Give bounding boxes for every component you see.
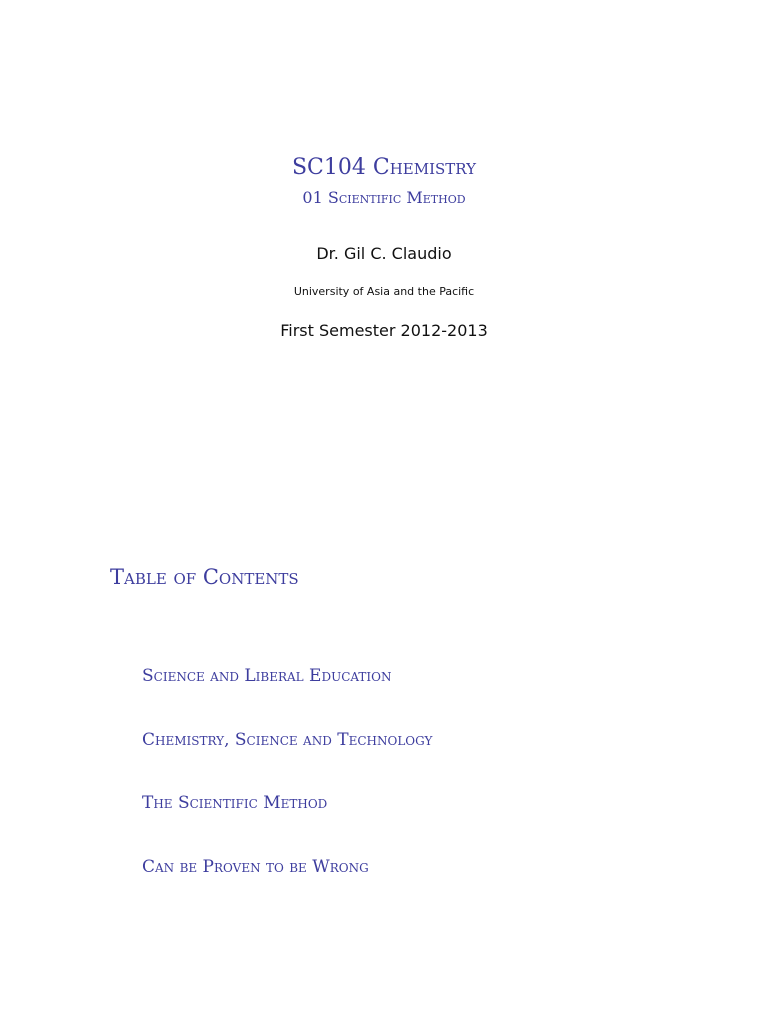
presentation-subtitle: 01 Scientific Method [302, 188, 466, 207]
institute-name: University of Asia and the Pacific [293, 285, 475, 298]
toc-item-chemistry-science-technology[interactable]: Chemistry, Science and Technology [142, 729, 433, 750]
toc-item-scientific-method[interactable]: The Scientific Method [142, 793, 328, 813]
toc-list [142, 661, 432, 915]
presentation-date: First Semester 2012-2013 [280, 321, 488, 340]
toc-heading: Table of Contents [110, 565, 299, 589]
toc-item-proven-wrong[interactable]: Can be Proven to be Wrong [142, 856, 369, 877]
presentation-title: SC104 Chemistry [291, 155, 477, 180]
toc-item-science-liberal-education[interactable]: Science and Liberal Education [142, 666, 392, 686]
author-name: Dr. Gil C. Claudio [316, 244, 452, 263]
